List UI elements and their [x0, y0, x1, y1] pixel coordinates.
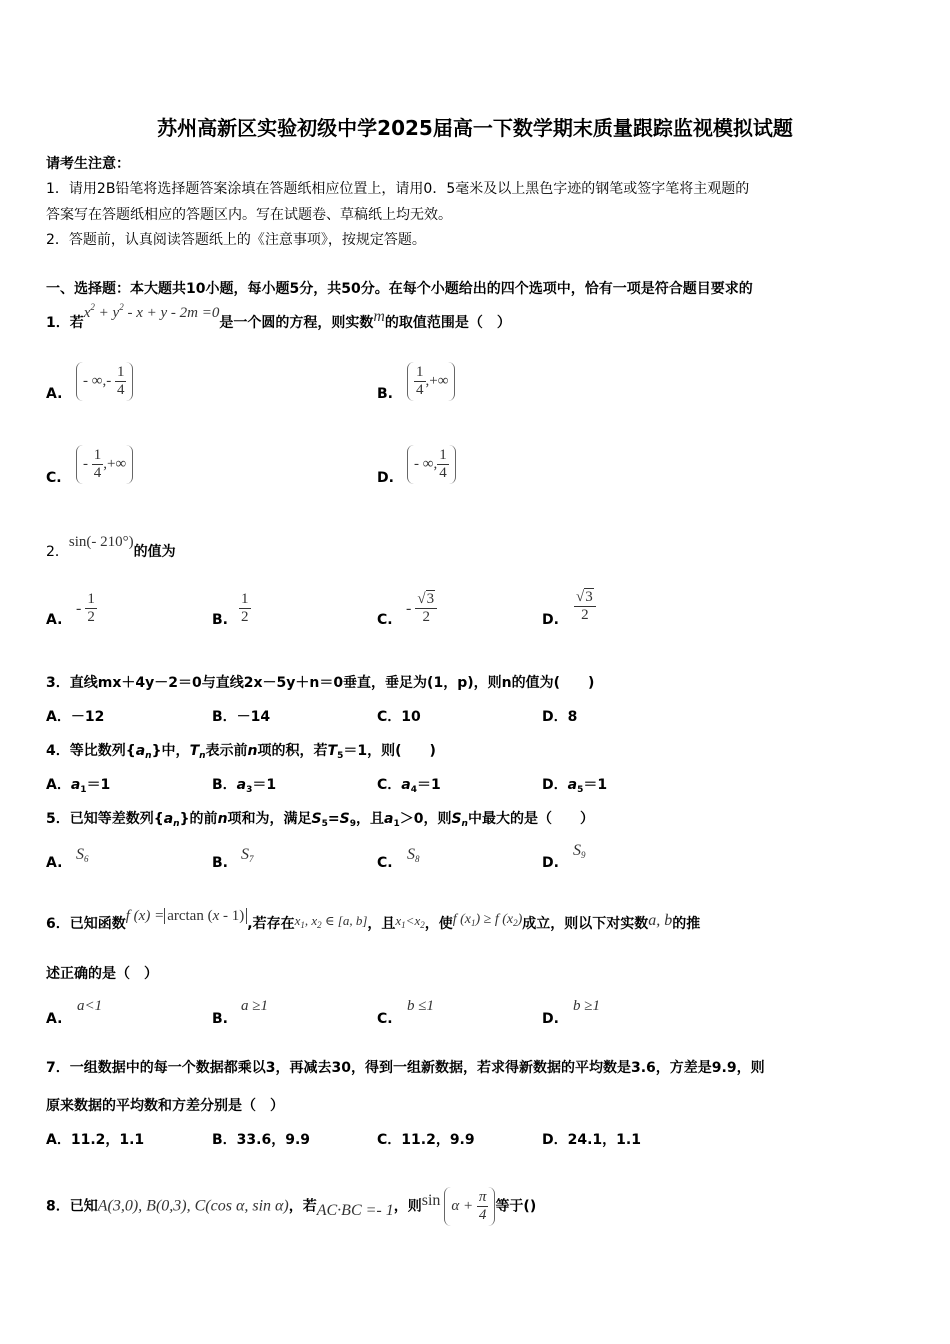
q2-option-d-label: D. [542, 612, 559, 628]
q3-option-d: D．8 [542, 709, 578, 725]
q6-line-2: 述正确的是（ ） [46, 966, 158, 982]
notice-item-1-line-1: 1．请用2B铅笔将选择题答案涂填在答题纸相应位置上，请用0．5毫米及以上黑色字迹的钢笔或签字笔将主观题的 [46, 181, 750, 197]
q8-points: A(3,0), B(0,3), C(cos α, sin α) [97, 1197, 289, 1215]
q5-stem-c: 项和为，满足 [227, 811, 312, 827]
q5-stem-d: ，且 [355, 811, 384, 827]
q6-ineq: f $(x_1) \ge f$ $(x_2)$ [452, 912, 523, 928]
q8-t2: ，则 [393, 1198, 422, 1215]
question-1 [46, 302, 511, 332]
q2-option-b-value: $\frac{1}{2}$ [241, 591, 249, 625]
q6-option-b-label: B. [212, 1011, 228, 1027]
q1-option-a-label: A. [46, 386, 63, 402]
q6-order: $x_1<x_2$ [395, 913, 425, 930]
q3-option-a: A．－12 [46, 709, 105, 725]
q3-option-b: B．－14 [212, 709, 271, 725]
page-title: 苏州高新区实验初级中学2025届高一下数学期末质量跟踪监视模拟试题 [157, 116, 793, 140]
q5-option-b-value: $S_7$ [241, 846, 254, 864]
q4-option-a: A．$a_1=1$ [46, 777, 111, 795]
q6-t2: ，且 [367, 916, 396, 932]
notice-heading: 请考生注意： [46, 156, 130, 172]
question-3: 3．直线mx＋4y－2＝0与直线2x－5y＋n＝0垂直，垂足为(1，p)，则n的值为( ) [46, 675, 595, 691]
q1-option-b-label: B. [377, 386, 393, 402]
q5-stem-a: 5．已知等差数列{ [46, 811, 164, 827]
q5-option-b-label: B. [212, 855, 228, 871]
q4-option-d-value: ＝1 [583, 777, 608, 793]
question-4: 4．等比数列$\{a_n\}$中，$T_n$表示前n项的积，若$T_5=1$，则( ) [46, 743, 436, 761]
question-8 [46, 1187, 536, 1226]
q2-expr: sin(- 210°) [68, 534, 134, 550]
q5-option-d-value: $S_9$ [573, 842, 586, 860]
q4-option-b-value: ＝1 [252, 777, 277, 793]
q2-option-d-value: $\frac{√3}{2}$ [574, 589, 596, 624]
q5-option-a-value: $S_6$ [76, 846, 89, 864]
question-7-line-1: 7．一组数据中的每一个数据都乘以3，再减去30，得到一组新数据，若求得新数据的平均数是3.6，方差是9.9，则 [46, 1060, 765, 1076]
q4-option-b: B．$a_3=1$ [212, 777, 277, 795]
q1-option-d-value: - ∞, $\frac{1}{4}$ [407, 445, 456, 484]
q5-option-c-label: C. [377, 855, 393, 871]
question-6 [46, 908, 701, 933]
q4-stem-b: }中， [151, 743, 190, 759]
question-2 [46, 534, 176, 561]
q8-num: 8．已知 [46, 1198, 98, 1215]
q4-option-a-label: A． [46, 777, 71, 793]
q5-stem-b: }的前 [179, 811, 218, 827]
q8-arg: α + $\frac{\pi}{4}$ [444, 1187, 495, 1226]
q2-option-c-value: - $\frac{√3}{2}$ [406, 591, 437, 626]
q6-t1: ,若存在 [247, 916, 295, 932]
q2-text: 的值为 [133, 544, 176, 560]
q7-option-a: A．11.2，1.1 [46, 1132, 145, 1148]
q8-dot: AC·BC =- 1 [316, 1201, 394, 1219]
q1-option-b-value: $\frac{1}{4}$ ,+∞ [407, 362, 455, 401]
q7-option-b: B．33.6，9.9 [212, 1132, 311, 1148]
q6-option-d-value: b ≥1 [573, 998, 600, 1014]
question-7-line-2: 原来数据的平均数和方差分别是（ ） [46, 1098, 284, 1114]
q2-option-a-value: - $\frac{1}{2}$ [76, 591, 95, 625]
notice-item-1-line-2: 答案写在答题纸相应的答题区内。写在试题卷、草稿纸上均无效。 [46, 207, 452, 223]
q8-t3: 等于() [495, 1198, 537, 1215]
q6-option-d-label: D. [542, 1011, 559, 1027]
q1-var: m [373, 308, 385, 325]
q1-option-a-value: - ∞,- $\frac{1}{4}$ [76, 362, 133, 401]
q6-function: f (x) = arctan (x - 1) [126, 908, 248, 924]
q1-text2: 的取值范围是（ ） [384, 315, 511, 331]
q3-option-c: C．10 [377, 709, 421, 725]
q4-option-d-label: D． [542, 777, 568, 793]
q6-interval: $x_1$, $x_2$ ∈ [a, b] [294, 913, 368, 930]
q1-option-c-label: C. [46, 470, 62, 486]
notice-item-2: 2．答题前，认真阅读答题纸上的《注意事项》，按规定答题。 [46, 232, 426, 248]
q4-option-c-label: C． [377, 777, 402, 793]
q7-option-d: D．24.1，1.1 [542, 1132, 641, 1148]
q1-equation: $x^2 + y^2 - x + y - 2m =0$ [83, 302, 220, 321]
q8-sin: sin [421, 1191, 441, 1209]
q8-t1: ，若 [288, 1198, 317, 1215]
q6-option-a-value: a<1 [77, 998, 103, 1014]
q6-num: 6．已知函数 [46, 916, 126, 932]
q2-num: 2． [46, 544, 69, 560]
q4-option-a-value: ＝1 [86, 777, 111, 793]
q6-option-c-value: b ≤1 [407, 998, 434, 1014]
q2-option-b-label: B. [212, 612, 228, 628]
q4-stem-c: 表示前 [205, 743, 248, 759]
q6-t4: 成立，则以下对实数 [522, 916, 649, 932]
q1-option-d-label: D. [377, 470, 394, 486]
q1-num: 1．若 [46, 315, 84, 331]
q7-option-c: C．11.2，9.9 [377, 1132, 475, 1148]
q4-stem-d: 项的积，若 [257, 743, 328, 759]
q4-option-c-value: ＝1 [417, 777, 441, 793]
q6-t3: ，使 [424, 916, 453, 932]
q5-stem-e: ＞0，则 [399, 811, 452, 827]
q5-option-a-label: A. [46, 855, 63, 871]
question-5: 5．已知等差数列$\{a_n\}$的前n项和为，满足$S_5=S_9$，且$a_1>0$，则$S_n$中最大的是（ ） [46, 811, 594, 829]
q2-option-c-label: C. [377, 612, 393, 628]
q1-text: 是一个圆的方程，则实数 [219, 315, 374, 331]
q4-option-c: C．$a_4=1$ [377, 777, 441, 795]
q4-stem-e: ＝1，则( ) [343, 743, 436, 759]
q4-option-b-label: B． [212, 777, 237, 793]
q6-option-a-label: A. [46, 1011, 63, 1027]
q4-stem-a: 4．等比数列{ [46, 743, 136, 759]
q6-option-c-label: C. [377, 1011, 393, 1027]
section-heading: 一、选择题：本大题共10小题，每小题5分，共50分。在每个小题给出的四个选项中，恰有一项是符合题目要求的 [46, 281, 753, 297]
q5-stem-f: 中最大的是（ ） [467, 811, 594, 827]
q1-option-c-value: - $\frac{1}{4}$ ,+∞ [76, 445, 133, 484]
q6-t5: 的推 [672, 916, 701, 932]
q5-option-d-label: D. [542, 855, 559, 871]
q2-option-a-label: A. [46, 612, 63, 628]
q4-option-d: D．$a_5=1$ [542, 777, 608, 795]
q6-option-b-value: a ≥1 [241, 998, 268, 1014]
q5-option-c-value: $S_8$ [407, 846, 420, 864]
q6-ab: a, b [648, 912, 673, 929]
